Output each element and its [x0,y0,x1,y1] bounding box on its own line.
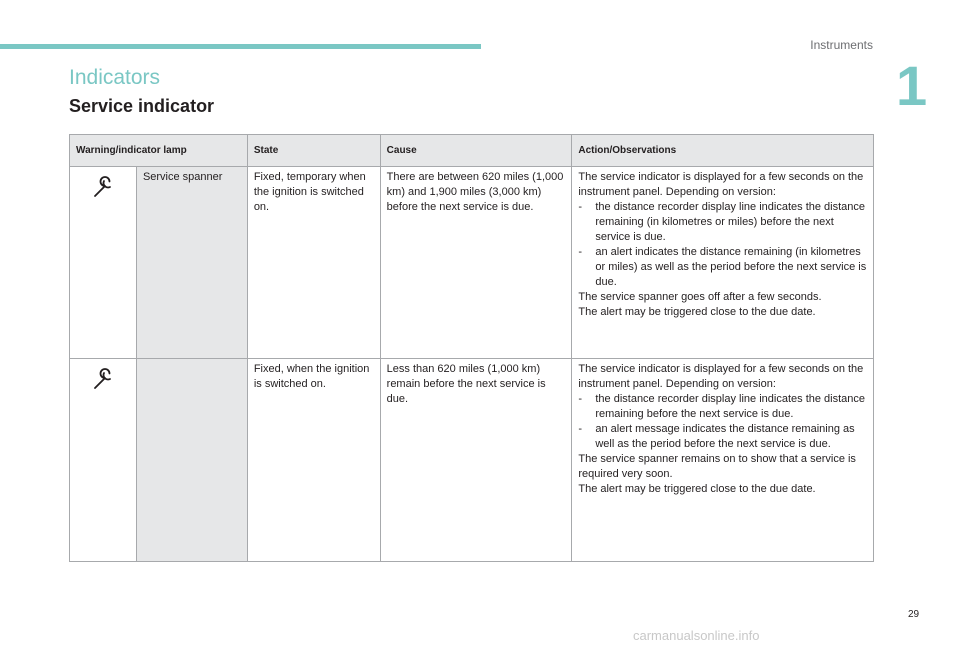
action-note: The service spanner remains on to show that a service is required very soon. [578,453,856,480]
indicator-table [69,134,874,562]
cause-cell: Less than 620 miles (1,000 km) remain before the next service is due. [380,359,572,562]
lamp-cell [70,359,137,562]
table-header-row [70,135,874,167]
table-row [70,359,874,562]
header-lamp: Warning/indicator lamp [70,135,248,167]
watermark-text[interactable]: carmanualsonline.info [633,628,760,643]
action-list [578,200,867,290]
table-row [70,167,874,359]
action-note: The alert may be triggered close to the due date. [578,306,816,318]
action-intro: The service indicator is displayed for a few seconds on the instrument panel. Depending on version: [578,171,864,198]
list-item: - the distance recorder display line indicates the distance remaining (in kilometres or miles) before the next service is due. [578,200,867,245]
header-action: Action/Observations [572,135,874,167]
page-number: 29 [908,609,920,620]
state-cell: Fixed, when the ignition is switched on. [247,359,380,562]
action-note: The alert may be triggered close to the due date. [578,483,816,495]
page-subtitle: Service indicator [69,96,215,116]
lamp-cell [70,167,137,359]
list-item: - an alert message indicates the distance remaining as well as the period before the next service is due. [578,422,867,452]
top-accent-bar [0,44,481,49]
spanner-icon [90,384,116,396]
header-state: State [247,135,380,167]
page-title: Indicators [69,66,161,89]
list-item: - the distance recorder display line indicates the distance remaining before the next service is due. [578,392,867,422]
chapter-number: 1 [896,54,928,117]
action-cell [572,359,874,562]
section-name: Instruments [810,38,873,52]
action-intro: The service indicator is displayed for a few seconds on the instrument panel. Depending on version: [578,363,864,390]
action-list [578,392,867,452]
list-item: - an alert indicates the distance remaining (in kilometres or miles) as well as the period before the next service is due. [578,245,867,290]
lamp-label: Service spanner [136,167,247,359]
cause-cell: There are between 620 miles (1,000 km) and 1,900 miles (3,000 km) before the next service is due. [380,167,572,359]
state-cell: Fixed, temporary when the ignition is switched on. [247,167,380,359]
action-cell [572,167,874,359]
lamp-label [136,359,247,562]
header-cause: Cause [380,135,572,167]
action-note: The service spanner goes off after a few seconds. [578,291,822,303]
spanner-icon [90,192,116,204]
